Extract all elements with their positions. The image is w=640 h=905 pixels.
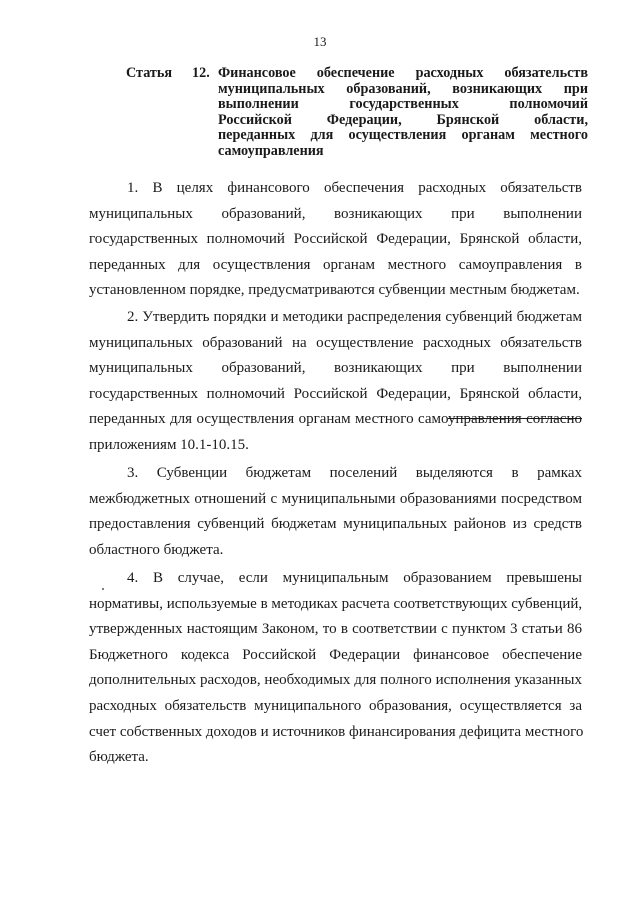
paragraph-line — [89, 407, 582, 433]
paragraph-line: муниципальных образований, возникающих при выполнении — [89, 205, 582, 222]
page-number: 13 — [313, 34, 327, 49]
article-title-line: Финансовое обеспечение расходных обязательств — [218, 65, 588, 81]
article-number: 12. — [192, 65, 210, 81]
paragraph-line: счет собственных доходов и источников финансирования дефицита местного — [89, 723, 584, 740]
article-title-line: самоуправления — [218, 142, 324, 159]
paragraph-line: приложениям 10.1-10.15. — [89, 436, 249, 453]
paragraph-2 — [89, 305, 582, 459]
paragraph-line: бюджета. — [89, 749, 149, 766]
article-label: Статья — [126, 65, 173, 81]
paragraph-line: предоставления субвенций бюджетам муниципальных районов из средств — [89, 516, 582, 533]
paragraph-line: муниципальных образований, возникающих при выполнении — [89, 360, 582, 377]
struck-text: управления согласно — [447, 411, 582, 428]
paragraph-line: межбюджетных отношений с муниципальными образованиями посредством — [89, 490, 582, 507]
article-title-line: переданных для осуществления органам местного — [218, 127, 588, 144]
paragraph-line: Бюджетного кодекса Российской Федерации финансовое обеспечение — [89, 646, 582, 663]
paragraph-line: областного бюджета. — [89, 541, 224, 558]
paragraph-line: нормативы, используемые в методиках расчета соответствующих субвенций, — [89, 595, 583, 612]
paragraph-3 — [89, 461, 582, 563]
paragraph-line: 1. В целях финансового обеспечения расходных обязательств — [127, 180, 582, 196]
paragraph-1 — [89, 176, 582, 304]
article-title-line: выполнении государственных полномочий — [218, 96, 588, 113]
paragraph-4 — [89, 566, 582, 771]
paragraph-line: расходных обязательств муниципального образования, осуществляется за — [89, 697, 582, 714]
paragraph-line: 2. Утвердить порядки и методики распределения субвенций бюджетам — [127, 309, 582, 325]
paragraph-line: переданных для осуществления органам местного самоуправления в — [89, 256, 582, 273]
paragraph-line: муниципальных образований на осуществление расходных обязательств — [89, 334, 582, 351]
article-title-line: Российской Федерации, Брянской области, — [218, 111, 588, 128]
paragraph-line: утвержденных настоящим Законом, то в соответствии с пунктом 3 статьи 86 — [89, 621, 582, 638]
paragraph-line: 3. Субвенции бюджетам поселений выделяются в рамках — [127, 465, 582, 481]
paragraph-line: государственных полномочий Российской Федерации, Брянской области, — [89, 231, 582, 248]
scan-speck — [102, 588, 104, 590]
article-title — [218, 66, 588, 160]
paragraph-line: установленном порядке, предусматриваются субвенции местным бюджетам. — [89, 282, 580, 299]
paragraph-line: государственных полномочий Российской Федерации, Брянской области, — [89, 385, 582, 402]
paragraph-line: дополнительных расходов, необходимых для полного исполнения указанных — [89, 672, 582, 689]
paragraph-line: 4. В случае, если муниципальным образованием превышены — [127, 570, 582, 586]
article-heading — [126, 66, 588, 160]
paragraph-line-text: переданных для осуществления органам местного само — [89, 411, 448, 428]
article-title-line: муниципальных образований, возникающих при — [218, 80, 588, 97]
